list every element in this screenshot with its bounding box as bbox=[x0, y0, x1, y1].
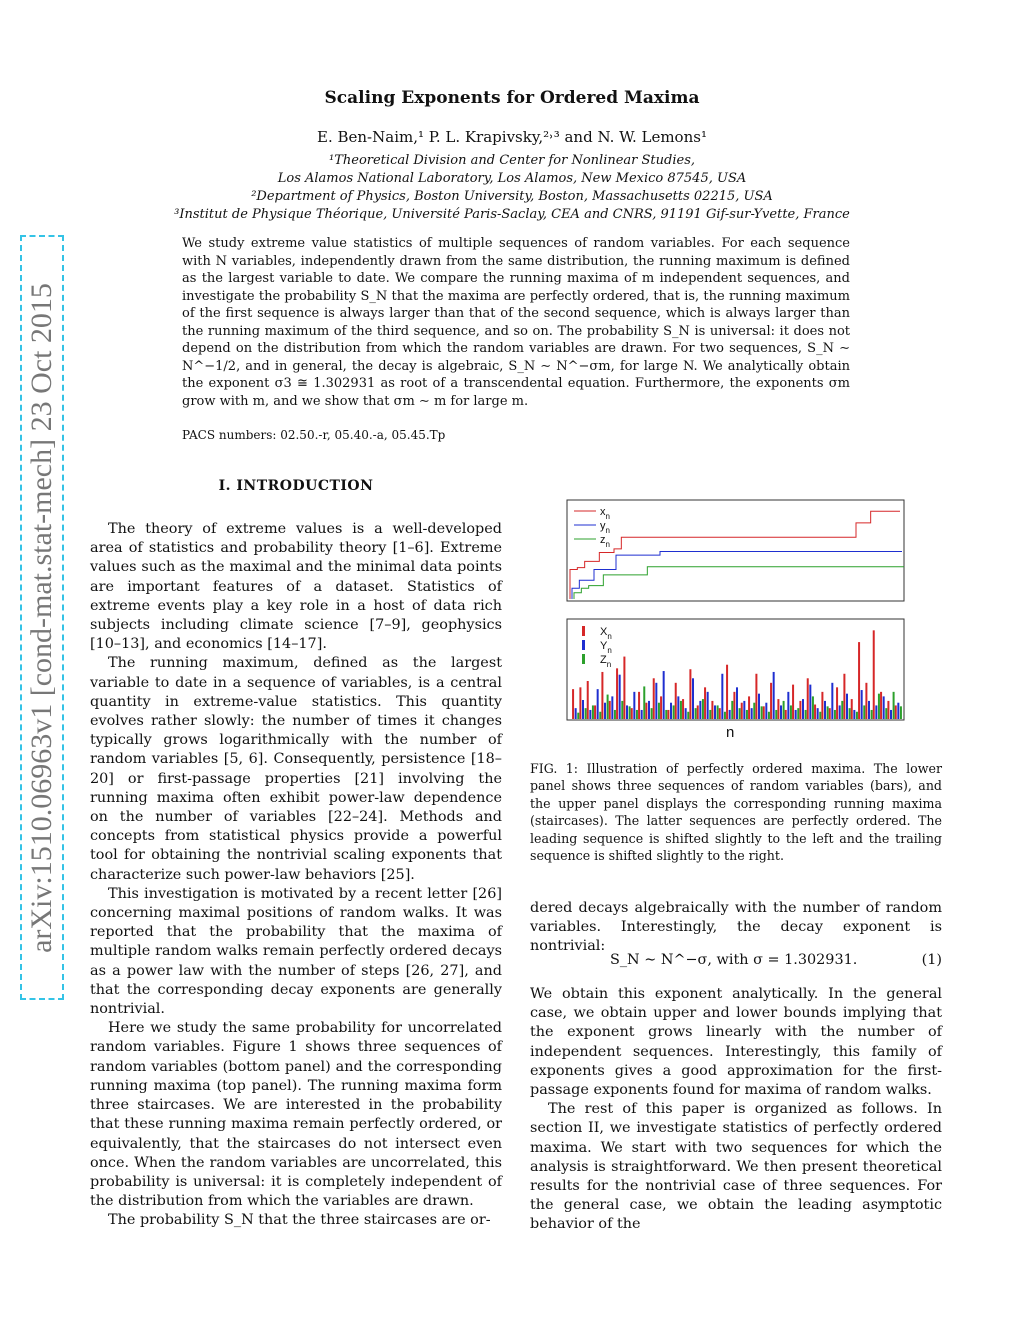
bar-Xn-41 bbox=[865, 683, 867, 719]
bar-Xn-25 bbox=[748, 696, 750, 719]
arxiv-id: arXiv:1510.06963v1 [cond-mat.stat-mech] 23 Oct 2015 bbox=[25, 282, 58, 953]
bar-Zn-36 bbox=[834, 710, 836, 719]
bar-Yn-30 bbox=[787, 692, 789, 719]
paragraph: The rest of this paper is organized as follows. In section II, we investigate statistics of perfectly ordered maxima. We start with two sequences for which the analysis is straightforward. We then present theoretical results for the nontrivial case of three sequences. For the general case, we obtain the leading asymptotic behavior of the bbox=[530, 1101, 942, 1233]
bar-Zn-31 bbox=[797, 708, 799, 719]
bar-Yn-16 bbox=[685, 708, 687, 719]
bar-Zn-19 bbox=[709, 710, 711, 719]
bar-Xn-28 bbox=[770, 683, 772, 719]
bar-Xn-14 bbox=[667, 710, 669, 719]
bar-Xn-15 bbox=[675, 683, 677, 719]
bar-Xn-30 bbox=[785, 710, 787, 719]
right-column-top bbox=[530, 899, 942, 957]
bar-Zn-2 bbox=[585, 708, 587, 719]
bar-Zn-16 bbox=[687, 712, 689, 719]
bar-Xn-2 bbox=[579, 687, 581, 719]
bar-Yn-39 bbox=[853, 710, 855, 719]
bar-Yn-11 bbox=[648, 701, 650, 719]
bar-Zn-22 bbox=[731, 701, 733, 719]
bar-Yn-13 bbox=[663, 671, 665, 719]
bar-Yn-33 bbox=[809, 685, 811, 719]
bar-Zn-24 bbox=[746, 710, 748, 719]
bar-Yn-40 bbox=[861, 690, 863, 719]
bar-Zn-15 bbox=[680, 701, 682, 719]
bar-Zn-25 bbox=[753, 703, 755, 719]
paragraph: The theory of extreme values is a well-developed area of statistics and probability theory [1–6]. Extreme values such as the maximal and the minimal data points are important features of a dataset. Statistics of extreme events play a key role in a host of data rich subjects including climate science [7–9], geophysics [10–13], and economics [14–17]. bbox=[90, 521, 502, 653]
bar-Xn-4 bbox=[594, 705, 596, 719]
bar-Zn-4 bbox=[599, 712, 601, 719]
bar-Xn-32 bbox=[799, 701, 801, 719]
author-list: E. Ben-Naim,¹ P. L. Krapivsky,²˒³ and N. W. Lemons¹ bbox=[317, 128, 707, 146]
paragraph: This investigation is motivated by a recent letter [26] concerning maximal positions of random walks. It was reported that the probability that the maxima of multiple random walks remain perfectly ordered decays as a power law with the number of steps [26, 27], and that the corresponding decay exponents are generally nontrivial. bbox=[90, 885, 502, 1018]
bar-Xn-29 bbox=[777, 699, 779, 719]
bar-Yn-17 bbox=[692, 678, 694, 719]
bar-Yn-35 bbox=[824, 701, 826, 719]
bar-Zn-41 bbox=[871, 710, 873, 719]
paragraph: The probability S_N that the three staircases are or- bbox=[108, 1212, 491, 1229]
bar-Zn-17 bbox=[695, 708, 697, 719]
bar-Yn-31 bbox=[795, 710, 797, 719]
bar-Xn-10 bbox=[638, 692, 640, 719]
bar-Yn-9 bbox=[633, 692, 635, 719]
staircase-zn bbox=[574, 567, 904, 599]
affiliation-1a: ¹Theoretical Division and Center for Nonlinear Studies, bbox=[329, 153, 695, 168]
paragraph: We obtain this exponent analytically. In the general case, we obtain upper and lower bounds implying that the exponent grows linearly with the number of independent sequences. Interestingly, this family of exponents gives a good approximation for the first-passage exponents found for maxima of random walks. bbox=[530, 986, 942, 1099]
bar-Xn-27 bbox=[763, 706, 765, 719]
bar-Xn-21 bbox=[719, 708, 721, 719]
bar-Xn-17 bbox=[689, 669, 691, 719]
figure-1-chart bbox=[566, 499, 906, 723]
equation-number: (1) bbox=[921, 952, 942, 968]
bar-Yn-7 bbox=[619, 675, 621, 719]
bar-Yn-5 bbox=[604, 703, 606, 719]
bar-Zn-13 bbox=[665, 710, 667, 719]
bar-Xn-7 bbox=[616, 668, 618, 719]
bar-Xn-44 bbox=[887, 701, 889, 719]
figure-caption: FIG. 1: Illustration of perfectly ordered maxima. The lower panel shows three sequences of random variables (bars), and the upper panel displays the corresponding running maxima (staircases). The latter sequences are perfectly ordered. The leading sequence is shifted slightly to the left and the trailing sequence is shifted slightly to the right. bbox=[530, 761, 942, 864]
paragraph: The running maximum, defined as the largest variable to date in a sequence of variables, is a central quantity in extreme-value statistics. This quantity evolves rather slowly: the number of times it changes typically grows logarithmically with the number of random variables [5, 6]. Consequently, persistence [18–20] or first-passage properties [21] involving the running maxima often exhibit power-law dependence on the number of variables [22–24]. Methods and concepts from statistical physics provide a powerful tool for obtaining the nontrivial scaling exponents that characterize such power-law behaviors [25]. bbox=[90, 655, 502, 883]
bar-Xn-40 bbox=[858, 642, 860, 719]
bar-Zn-6 bbox=[614, 710, 616, 719]
bar-Yn-8 bbox=[626, 705, 628, 719]
equation-expression: S_N ∼ N^−σ, with σ = 1.302931. bbox=[610, 952, 858, 968]
section-heading-introduction: I. INTRODUCTION bbox=[218, 478, 374, 494]
bar-Xn-26 bbox=[755, 674, 757, 719]
bar-Yn-29 bbox=[780, 705, 782, 719]
bar-Zn-27 bbox=[768, 712, 770, 719]
bar-Yn-20 bbox=[714, 705, 716, 719]
bar-Yn-1 bbox=[575, 708, 577, 719]
bar-Xn-12 bbox=[653, 678, 655, 719]
bar-Zn-33 bbox=[812, 696, 814, 719]
legend-label-xn: $x_n$ bbox=[600, 506, 610, 521]
legend-label-zn: $z_n$ bbox=[600, 534, 610, 549]
paragraph: dered decays algebraically with the number of random variables. Interestingly, the decay exponent is nontrivial: bbox=[530, 900, 942, 955]
bar-Xn-38 bbox=[843, 674, 845, 719]
upper-panel-frame bbox=[567, 500, 904, 601]
bar-Yn-37 bbox=[839, 705, 841, 719]
bar-Zn-38 bbox=[849, 708, 851, 719]
bar-Xn-45 bbox=[895, 705, 897, 719]
bar-Xn-31 bbox=[792, 685, 794, 719]
bar-Xn-42 bbox=[873, 630, 875, 719]
bar-Xn-34 bbox=[814, 705, 816, 719]
bar-Zn-23 bbox=[739, 708, 741, 719]
bar-Yn-26 bbox=[758, 694, 760, 719]
bar-Zn-10 bbox=[643, 686, 645, 719]
bar-Zn-43 bbox=[885, 708, 887, 719]
bar-Xn-11 bbox=[645, 703, 647, 719]
bar-Zn-11 bbox=[651, 708, 653, 719]
bar-Zn-9 bbox=[636, 710, 638, 719]
legend-swatch-Yn bbox=[582, 640, 585, 650]
bar-Yn-19 bbox=[707, 692, 709, 719]
bar-Zn-37 bbox=[841, 701, 843, 719]
legend-label-Zn: $Z_n$ bbox=[600, 654, 612, 669]
bar-Zn-20 bbox=[717, 705, 719, 719]
bar-Yn-6 bbox=[611, 696, 613, 719]
legend-label-yn: $y_n$ bbox=[600, 520, 610, 535]
bar-Zn-45 bbox=[900, 706, 902, 719]
bar-Yn-18 bbox=[699, 701, 701, 719]
bar-Zn-44 bbox=[893, 692, 895, 719]
bar-Xn-43 bbox=[880, 692, 882, 719]
bar-Zn-30 bbox=[790, 705, 792, 719]
bar-Xn-22 bbox=[726, 665, 728, 719]
bar-Zn-42 bbox=[878, 694, 880, 719]
bar-Yn-36 bbox=[831, 683, 833, 719]
bar-Yn-27 bbox=[765, 703, 767, 719]
bar-Zn-1 bbox=[577, 713, 579, 719]
bar-Xn-3 bbox=[587, 681, 589, 719]
bar-Yn-2 bbox=[582, 700, 584, 719]
right-column-rest bbox=[530, 985, 942, 1235]
bar-Yn-10 bbox=[641, 710, 643, 719]
bar-Yn-41 bbox=[868, 701, 870, 719]
bar-Zn-26 bbox=[761, 706, 763, 719]
bar-Xn-20 bbox=[711, 701, 713, 719]
bar-Yn-34 bbox=[817, 708, 819, 719]
bar-Zn-8 bbox=[629, 706, 631, 719]
legend-swatch-Xn bbox=[582, 626, 585, 636]
bar-Yn-15 bbox=[677, 696, 679, 719]
bar-Yn-21 bbox=[721, 674, 723, 719]
affiliation-3: ³Institut de Physique Théorique, Université Paris-Saclay, CEA and CNRS, 91191 Gif-sur-Yvette, France bbox=[174, 207, 850, 222]
bar-Xn-16 bbox=[682, 699, 684, 719]
bar-Yn-44 bbox=[890, 710, 892, 719]
bar-Yn-4 bbox=[597, 689, 599, 719]
pacs-numbers: PACS numbers: 02.50.-r, 05.40.-a, 05.45.Tp bbox=[182, 428, 446, 442]
bar-Yn-3 bbox=[589, 710, 591, 719]
legend-swatch-Zn bbox=[582, 654, 585, 664]
bar-Zn-14 bbox=[673, 705, 675, 719]
bar-Xn-37 bbox=[836, 687, 838, 719]
legend-label-Xn: $X_n$ bbox=[600, 626, 612, 641]
bar-Yn-12 bbox=[655, 683, 657, 719]
bar-Xn-13 bbox=[660, 696, 662, 719]
abstract: We study extreme value statistics of multiple sequences of random variables. For each sequence with N variables, independently drawn from the same distribution, the running maximum is defined as the largest variable to date. We compare the running maxima of m independent sequences, and investigate the probability S_N that the maxima are perfectly ordered, that is, the running maximum of the first sequence is always larger than that of the second sequence, which is always larger than the running maximum of the third sequence, and so on. The probability S_N is universal: it does not depend on the distribution from which the random variables are drawn. For two sequences, S_N ∼ N^−1/2, and in general, the decay is algebraic, S_N ∼ N^−σm, for large N. We analytically obtain the exponent σ3 ≅ 1.302931 as root of a transcendental equation. Furthermore, the exponents σm grow with m, and we show that σm ∼ m for large m. bbox=[182, 236, 850, 409]
bar-Xn-24 bbox=[741, 703, 743, 719]
bar-Yn-23 bbox=[736, 687, 738, 719]
bar-Xn-33 bbox=[807, 678, 809, 719]
figure-1 bbox=[566, 499, 906, 727]
paper-title: Scaling Exponents for Ordered Maxima bbox=[324, 88, 700, 108]
bar-Xn-36 bbox=[829, 708, 831, 719]
bar-Yn-25 bbox=[751, 708, 753, 719]
bar-Yn-42 bbox=[875, 705, 877, 719]
bar-Xn-9 bbox=[631, 708, 633, 719]
bar-Zn-29 bbox=[783, 701, 785, 719]
bar-Yn-28 bbox=[773, 672, 775, 719]
bar-Xn-19 bbox=[704, 687, 706, 719]
bar-Xn-5 bbox=[601, 672, 603, 719]
bar-Zn-39 bbox=[856, 712, 858, 719]
left-column bbox=[90, 520, 502, 1231]
bar-Xn-39 bbox=[851, 699, 853, 719]
bar-Zn-40 bbox=[863, 705, 865, 719]
bar-Yn-38 bbox=[846, 694, 848, 719]
legend-label-Yn: $Y_n$ bbox=[600, 640, 612, 655]
bar-Zn-12 bbox=[658, 703, 660, 719]
bar-Zn-28 bbox=[775, 710, 777, 719]
bar-Xn-23 bbox=[733, 692, 735, 719]
bar-Zn-7 bbox=[621, 701, 623, 719]
bar-Yn-14 bbox=[670, 703, 672, 719]
arxiv-sidebar-stamp bbox=[20, 235, 64, 1000]
bar-Zn-3 bbox=[592, 705, 594, 719]
paragraph: Here we study the same probability for uncorrelated random variables. Figure 1 shows three sequences of random variables (bottom panel) and the corresponding running maxima (top panel). The running maxima form three staircases. We are interested in the probability that these running maxima remain perfectly ordered, or equivalently, that the staircases do not intersect even once. When the random variables are uncorrelated, this probability is universal: it is completely independent of the distribution from which the variables are drawn. bbox=[90, 1020, 502, 1210]
bar-Xn-8 bbox=[623, 657, 625, 719]
bar-Zn-35 bbox=[827, 706, 829, 719]
bar-Zn-18 bbox=[702, 699, 704, 719]
bar-Xn-1 bbox=[572, 689, 574, 719]
bar-Xn-18 bbox=[697, 705, 699, 719]
bar-Xn-35 bbox=[821, 692, 823, 719]
bar-Yn-45 bbox=[897, 703, 899, 719]
bar-Zn-5 bbox=[607, 695, 609, 719]
bar-Yn-43 bbox=[883, 696, 885, 719]
bar-Zn-21 bbox=[724, 712, 726, 719]
bar-Yn-32 bbox=[802, 699, 804, 719]
affiliation-2: ²Department of Physics, Boston University, Boston, Massachusetts 02215, USA bbox=[251, 189, 773, 204]
bar-Xn-6 bbox=[609, 701, 611, 719]
bar-Zn-34 bbox=[819, 712, 821, 719]
affiliation-1b: Los Alamos National Laboratory, Los Alamos, New Mexico 87545, USA bbox=[277, 171, 747, 186]
bar-Yn-22 bbox=[729, 710, 731, 719]
figure-x-axis-label: n bbox=[726, 724, 735, 741]
bar-Yn-24 bbox=[743, 701, 745, 719]
bar-Zn-32 bbox=[805, 710, 807, 719]
